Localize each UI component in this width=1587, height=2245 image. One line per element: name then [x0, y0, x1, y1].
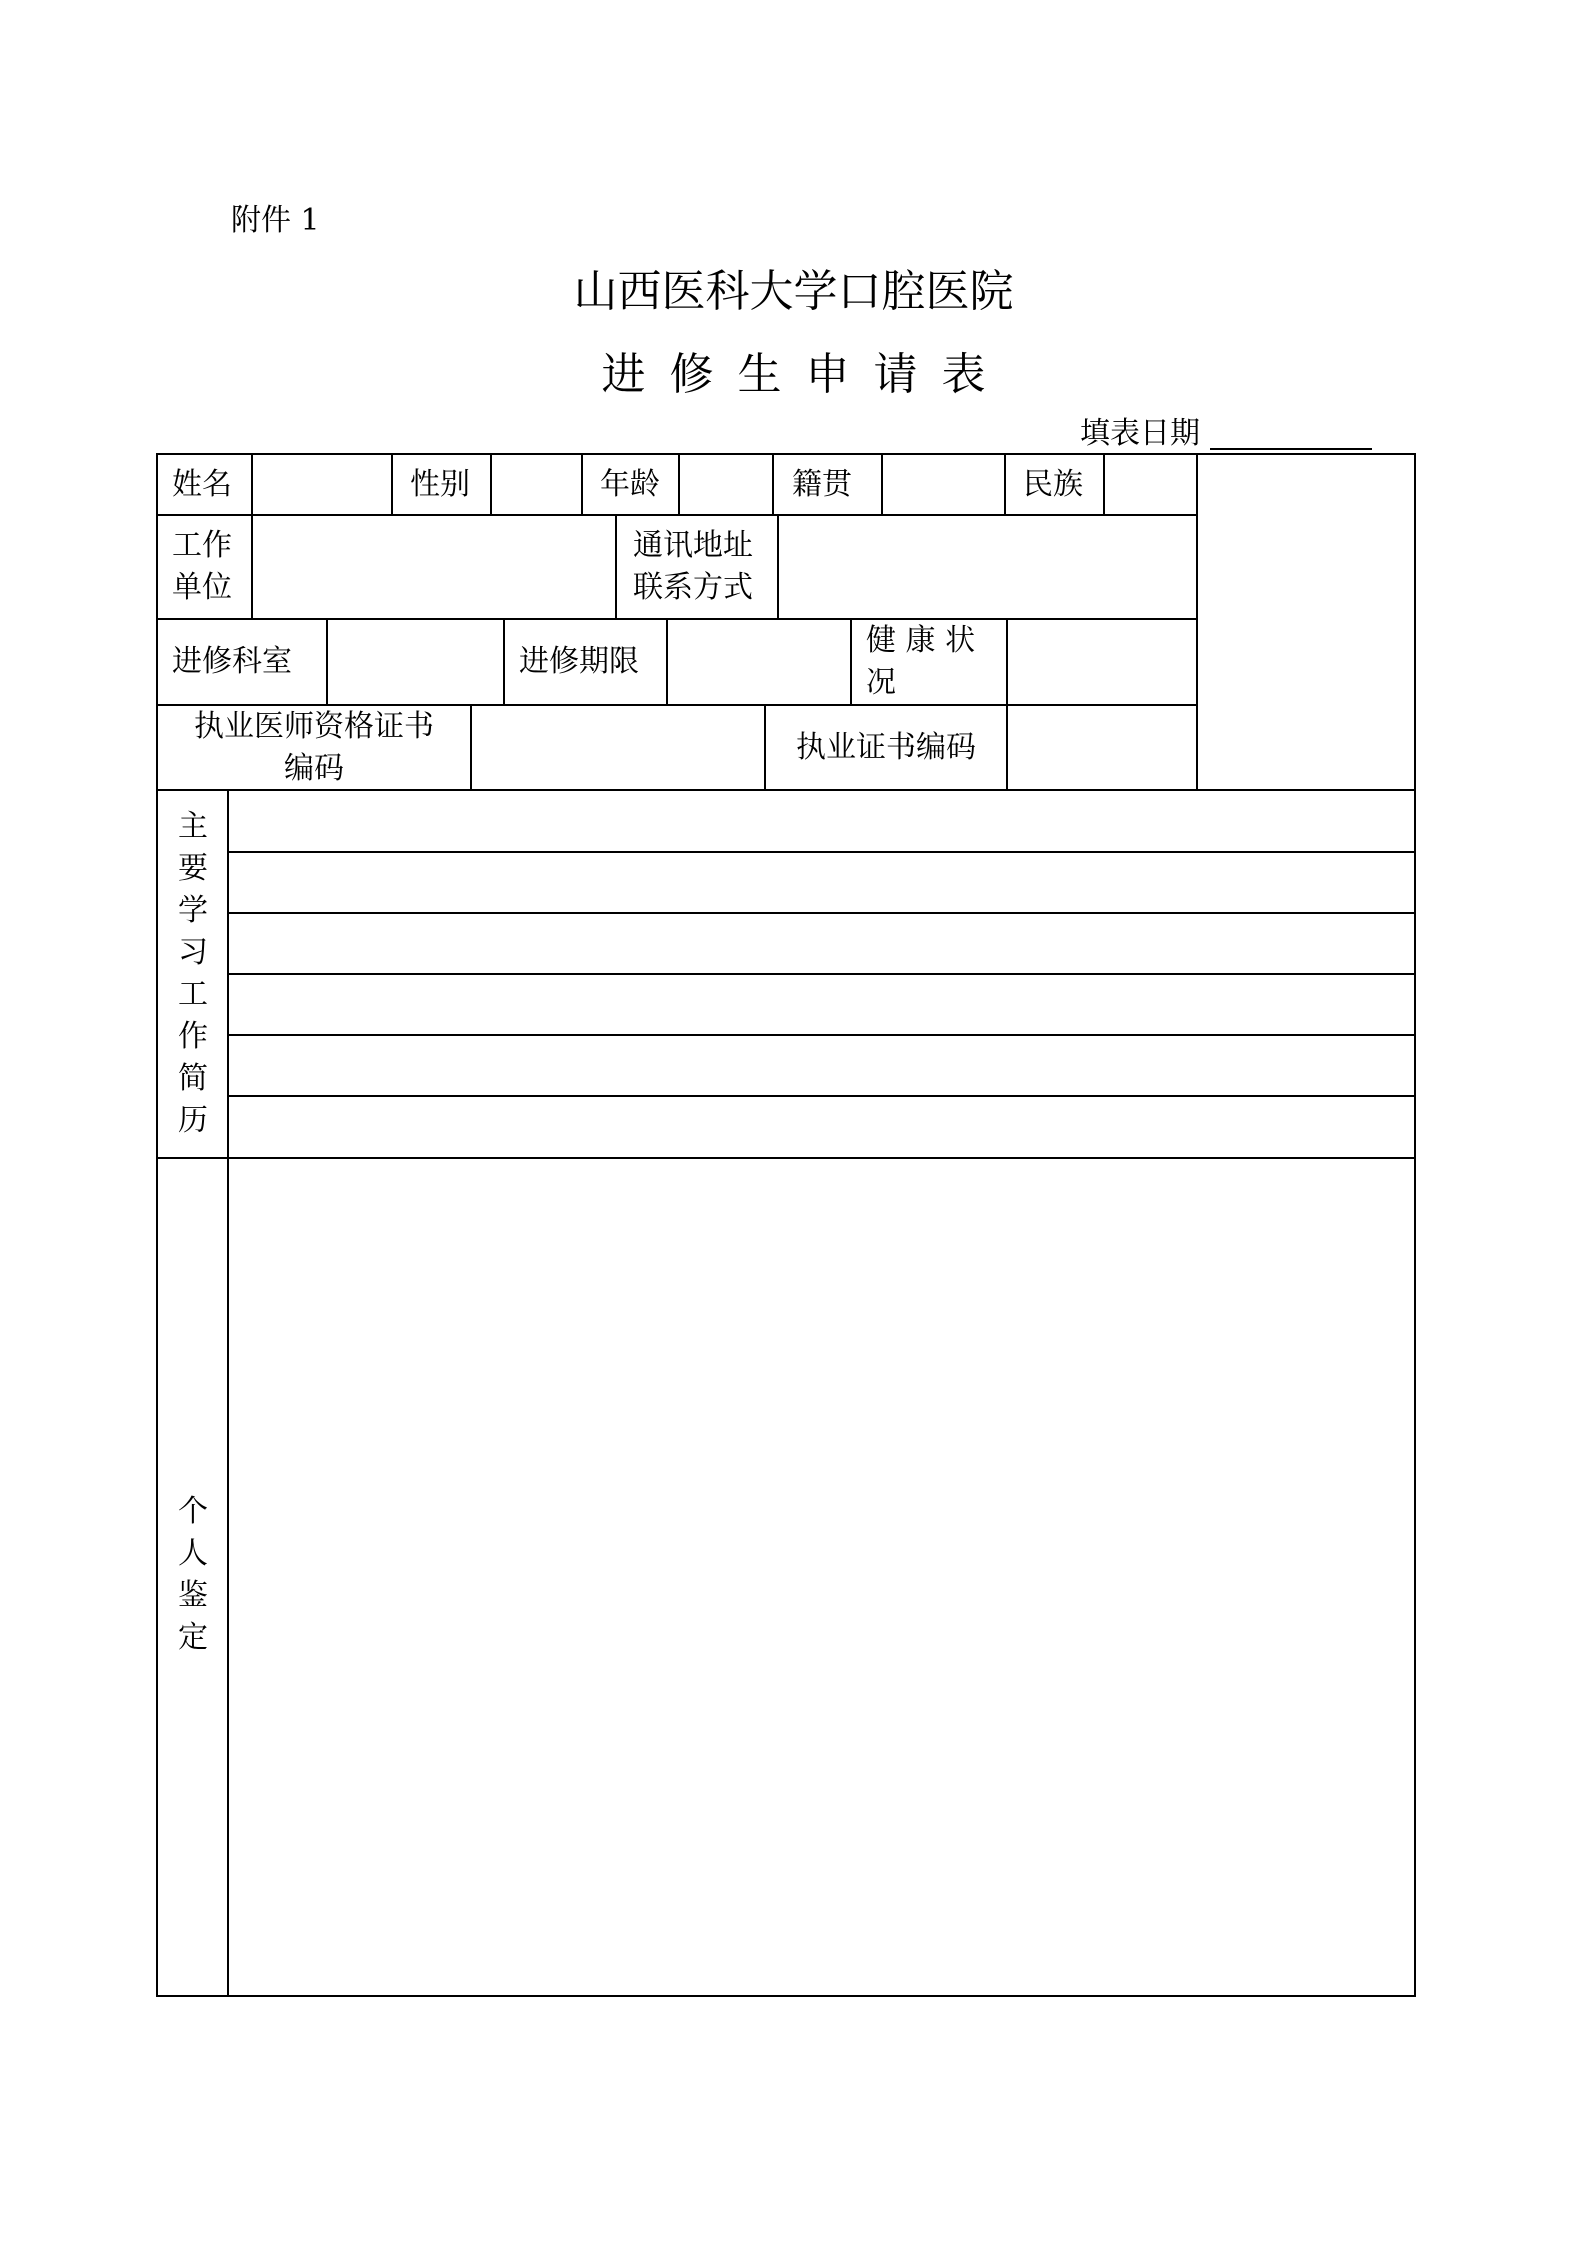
- col-divider: [581, 453, 583, 516]
- resume-label-char: 工: [178, 977, 208, 1012]
- department-field[interactable]: [328, 620, 503, 704]
- col-divider: [772, 453, 774, 516]
- resume-label-char: 作: [178, 1019, 208, 1054]
- col-divider: [490, 453, 492, 516]
- col-divider: [615, 514, 617, 620]
- resume-label-char: 要: [178, 851, 208, 886]
- health-field[interactable]: [1008, 620, 1196, 704]
- gender-label: 性别: [410, 467, 470, 502]
- contact-label: 联系方式: [633, 570, 753, 605]
- self-eval-label-char: 定: [178, 1620, 208, 1655]
- attachment-label: 附件 1: [231, 203, 320, 238]
- photo-area[interactable]: [1198, 455, 1414, 789]
- table-border-bottom: [156, 1995, 1416, 1997]
- physician-cert-label-line-1: 执业医师资格证书: [194, 709, 434, 744]
- native-place-field[interactable]: [883, 455, 1004, 514]
- department-label: 进修科室: [172, 644, 292, 679]
- self-eval-label-char: 鉴: [178, 1578, 208, 1613]
- native-place-label: 籍贯: [792, 467, 852, 502]
- resume-label-char: 主: [178, 809, 208, 844]
- table-border-right: [1414, 453, 1416, 1997]
- self-evaluation-field[interactable]: [229, 1159, 1414, 1995]
- period-label: 进修期限: [519, 644, 639, 679]
- name-label: 姓名: [172, 467, 232, 502]
- resume-label-char: 简: [178, 1061, 208, 1096]
- age-field[interactable]: [680, 455, 772, 514]
- col-divider: [850, 618, 852, 706]
- health-label-line-1: 健 康 状: [866, 623, 976, 658]
- form-title: 进修生申请表: [601, 349, 1010, 400]
- work-unit-field[interactable]: [253, 516, 615, 618]
- col-divider: [391, 453, 393, 516]
- physician-cert-field[interactable]: [472, 706, 764, 789]
- resume-label-char: 习: [178, 935, 208, 970]
- resume-line-field[interactable]: [229, 1097, 1414, 1157]
- ethnicity-label: 民族: [1023, 467, 1083, 502]
- col-divider: [503, 618, 505, 706]
- resume-line-field[interactable]: [229, 1036, 1414, 1095]
- work-unit-label-line-1: 工作: [172, 528, 232, 563]
- health-label-line-2: 况: [866, 665, 896, 700]
- resume-line-field[interactable]: [229, 853, 1414, 912]
- hospital-title: 山西医科大学口腔医院: [573, 266, 1014, 317]
- fill-date-label: 填表日期: [1080, 416, 1200, 451]
- gender-field[interactable]: [493, 455, 581, 514]
- resume-label-char: 学: [178, 893, 208, 928]
- table-border-left: [156, 453, 158, 1997]
- practice-cert-field[interactable]: [1008, 706, 1196, 789]
- period-field[interactable]: [668, 620, 850, 704]
- physician-cert-label-line-2: 编码: [284, 751, 344, 786]
- ethnicity-field[interactable]: [1105, 455, 1196, 514]
- name-field[interactable]: [253, 455, 391, 514]
- resume-line-field[interactable]: [229, 914, 1414, 973]
- address-label: 通讯地址: [633, 528, 753, 563]
- resume-line-field[interactable]: [229, 975, 1414, 1034]
- self-eval-label-char: 人: [178, 1536, 208, 1571]
- practice-cert-label: 执业证书编码: [796, 730, 976, 765]
- work-unit-label-line-2: 单位: [172, 570, 232, 605]
- resume-label-char: 历: [178, 1103, 208, 1138]
- address-contact-field[interactable]: [779, 516, 1196, 618]
- col-divider: [1004, 453, 1006, 516]
- self-eval-label-char: 个: [178, 1494, 208, 1529]
- resume-line-field[interactable]: [229, 791, 1414, 851]
- age-label: 年龄: [600, 467, 660, 502]
- fill-date-field[interactable]: [1210, 448, 1372, 450]
